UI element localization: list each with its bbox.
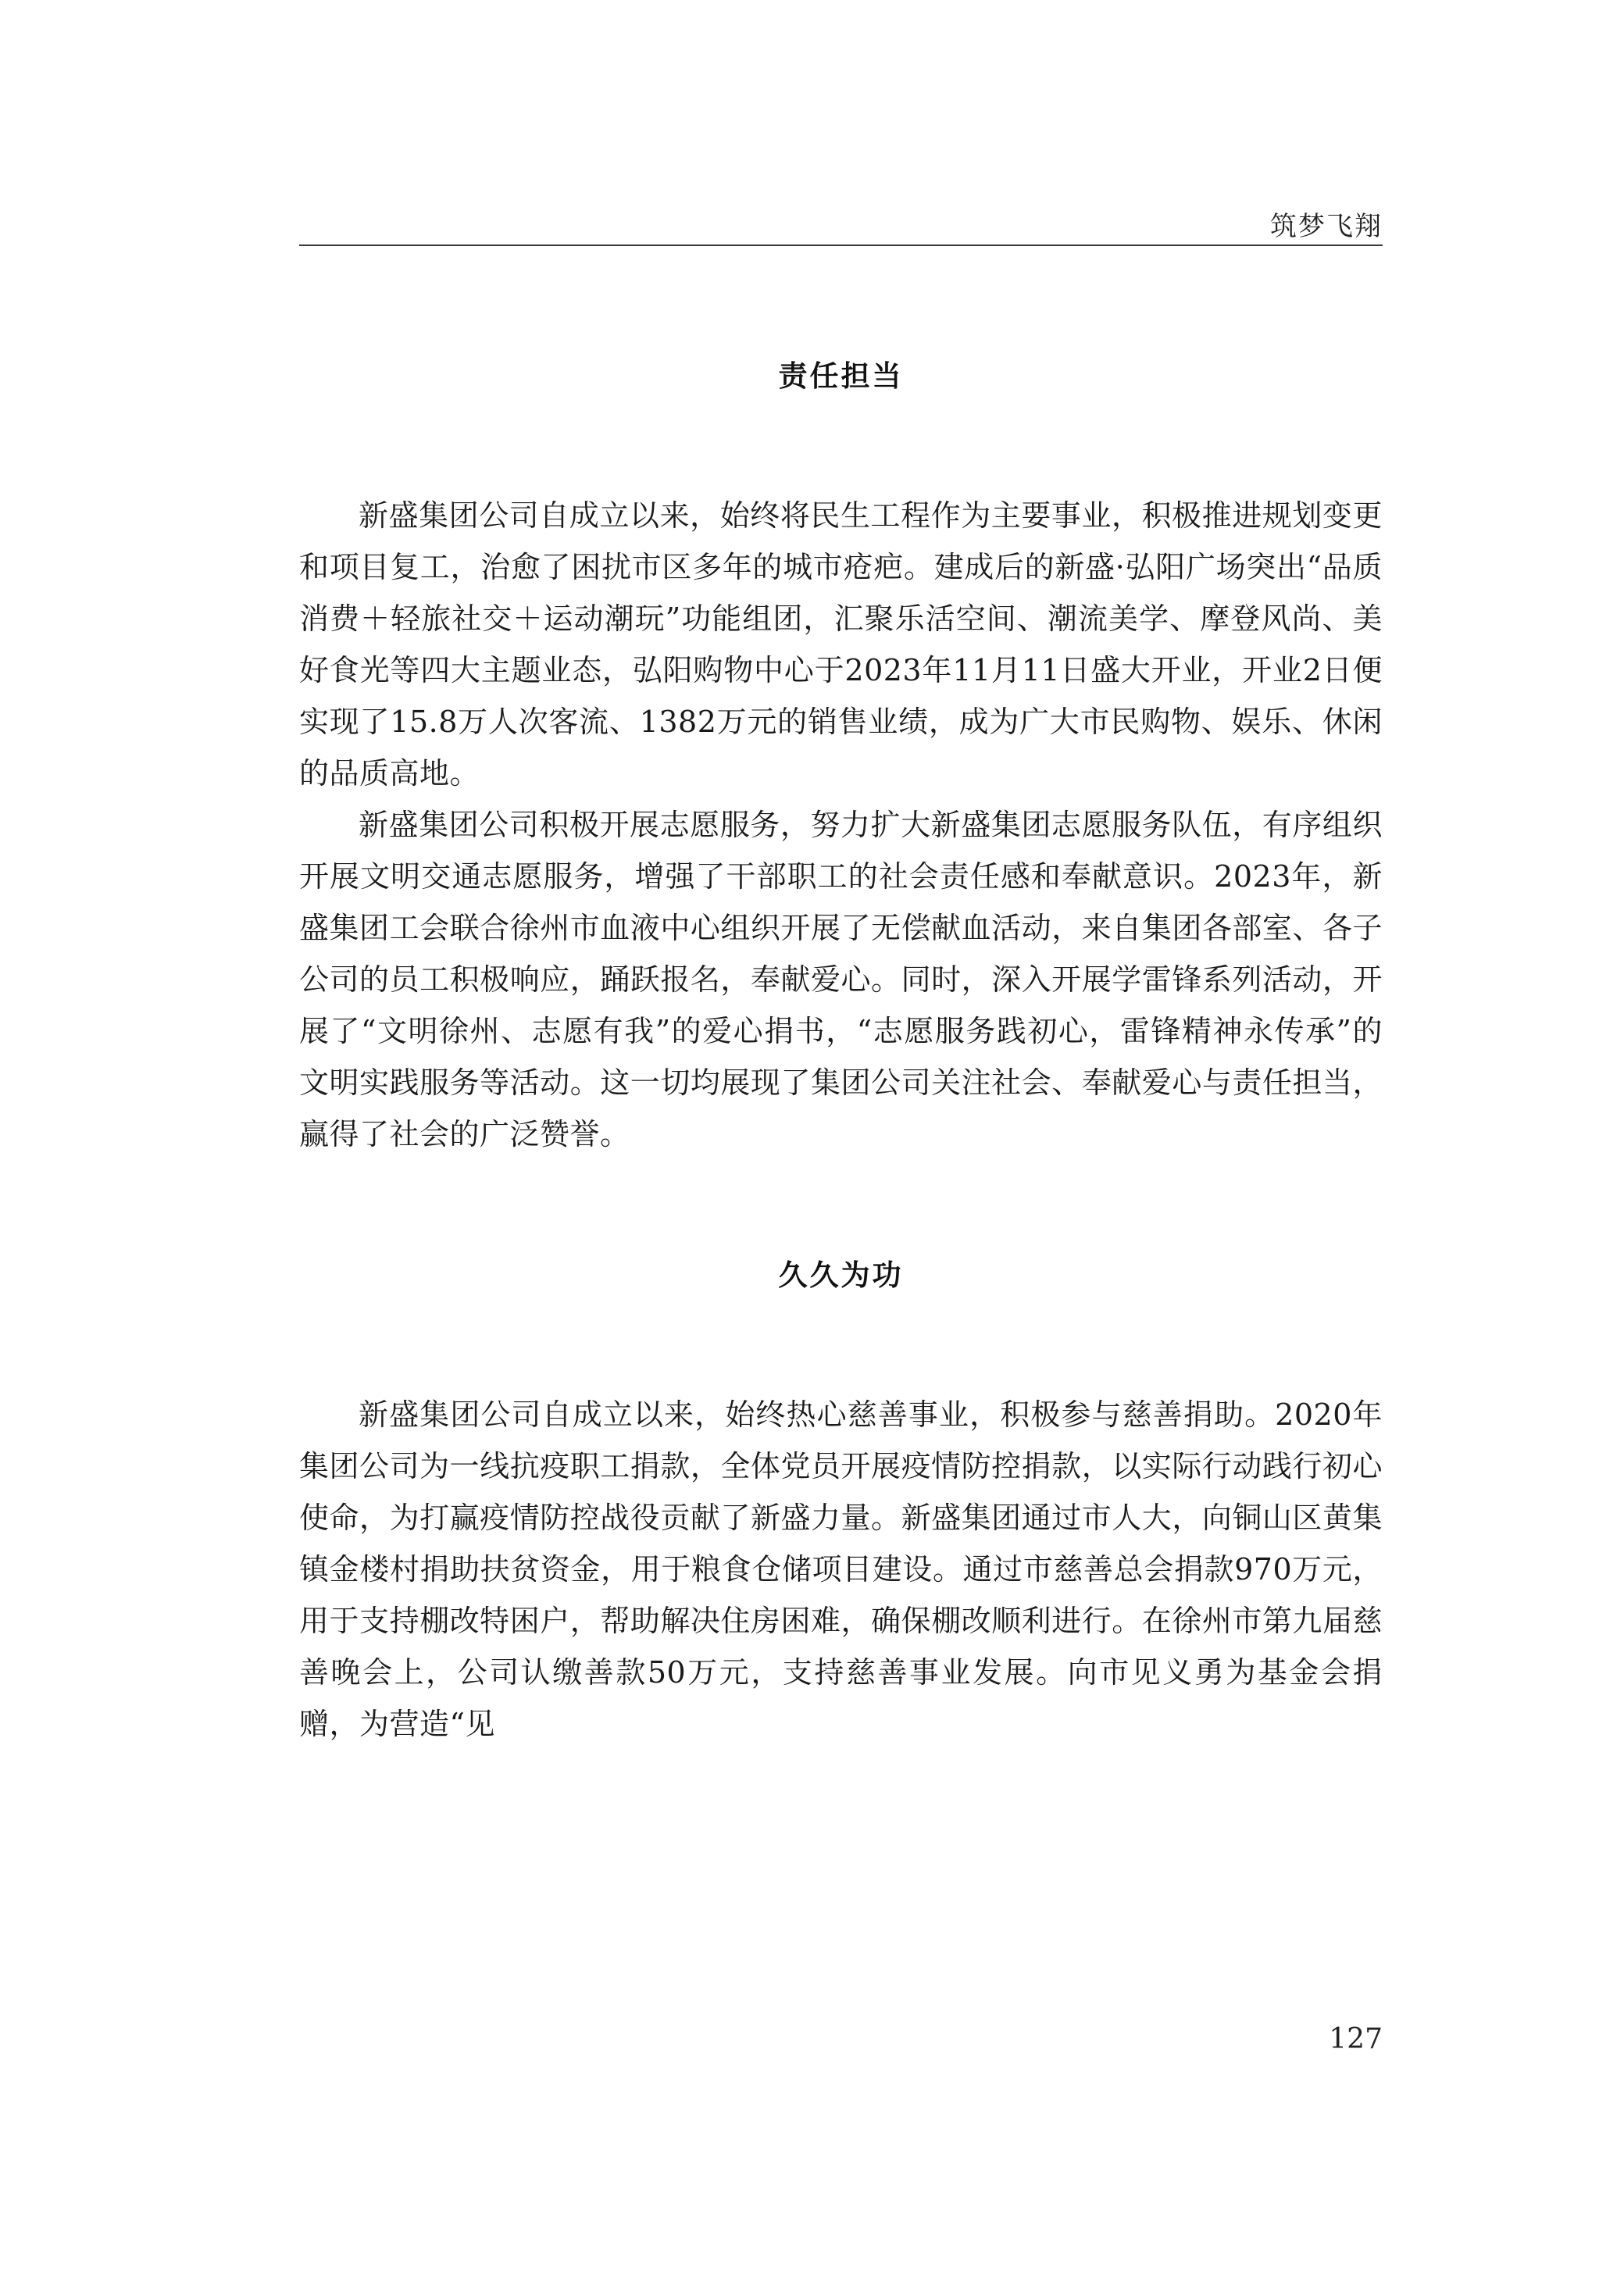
- running-head-title: 筑梦飞翔: [1270, 211, 1383, 242]
- page-number: 127: [1329, 2023, 1383, 2055]
- paragraph: 新盛集团公司积极开展志愿服务，努力扩大新盛集团志愿服务队伍，有序组织开展文明交通志愿服务，增强了干部职工的社会责任感和奉献意识。2023年，新盛集团工会联合徐州市血液中心组织开展了无偿献血活动，来自集团各部室、各子公司的员工积极响应，踊跃报名，奉献爱心。同时，深入开展学雷锋系列活动，开展了“文明徐州、志愿有我”的爱心捐书，“志愿服务践初心，雷锋精神永传承”的文明实践服务等活动。这一切均展现了集团公司关注社会、奉献爱心与责任担当，赢得了社会的广泛赞誉。: [299, 808, 1383, 1151]
- paragraph: 新盛集团公司自成立以来，始终热心慈善事业，积极参与慈善捐助。2020年集团公司为一线抗疫职工捐款，全体党员开展疫情防控捐款，以实际行动践行初心使命，为打赢疫情防控战役贡献了新盛力量。新盛集团通过市人大，向铜山区黄集镇金楼村捐助扶贫资金，用于粮食仓储项目建设。通过市慈善总会捐款970万元，用于支持棚改特困户，帮助解决住房困难，确保棚改顺利进行。在徐州市第九届慈善晚会上，公司认缴善款50万元，支持慈善事业发展。向市见义勇为基金会捐赠，为营造“见: [299, 1397, 1383, 1741]
- section-title-responsibility: 责任担当: [778, 359, 904, 393]
- page-body: [299, 356, 1383, 1750]
- section-title-persistence: 久久为功: [778, 1258, 904, 1292]
- paragraph: 新盛集团公司自成立以来，始终将民生工程作为主要事业，积极推进规划变更和项目复工，治愈了困扰市区多年的城市疮疤。建成后的新盛·弘阳广场突出“品质消费＋轻旅社交＋运动潮玩”功能组团，汇聚乐活空间、潮流美学、摩登风尚、美好食光等四大主题业态，弘阳购物中心于2023年11月11日盛大开业，开业2日便实现了15.8万人次客流、1382万元的销售业绩，成为广大市民购物、娱乐、休闲的品质高地。: [299, 498, 1383, 791]
- header-rule: [299, 244, 1383, 246]
